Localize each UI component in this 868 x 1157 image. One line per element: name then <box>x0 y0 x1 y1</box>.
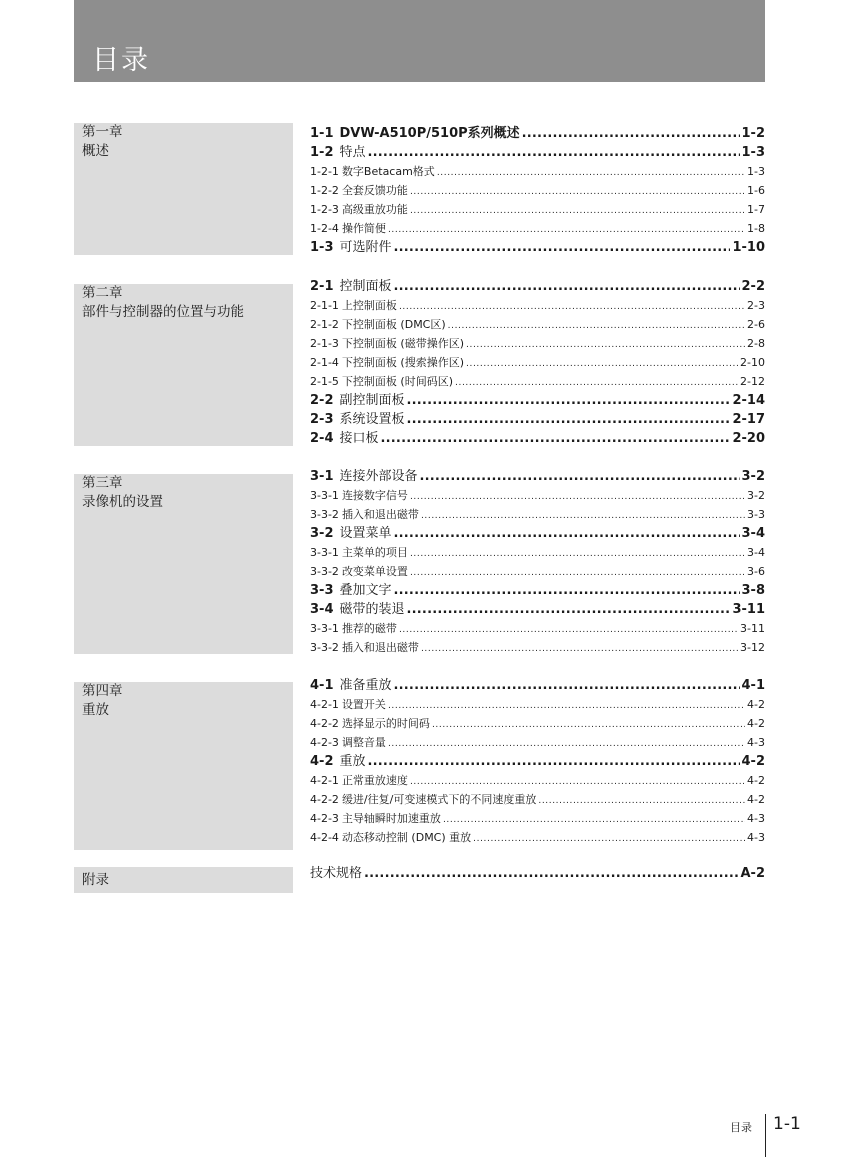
toc-entry-number: 2-1-2 <box>310 318 339 331</box>
toc-entry-title <box>310 372 453 391</box>
toc-entry-number: 1-2-3 <box>310 203 339 216</box>
toc-leader-dots <box>394 524 740 543</box>
toc-entry-text: 接口板 <box>339 431 379 446</box>
toc-entry-title <box>310 315 446 334</box>
toc-subsection-entry[interactable] <box>310 296 765 315</box>
toc-leader-dots <box>466 336 745 353</box>
toc-leader-dots <box>388 697 745 714</box>
toc-entry-number: 3-2 <box>310 526 334 541</box>
toc-entry-title <box>310 864 362 883</box>
chapter-name: 重放 <box>82 702 109 718</box>
toc-entry-title <box>310 676 392 695</box>
toc-entry-number: 2-1-5 <box>310 375 339 388</box>
toc-entry-title <box>310 733 386 752</box>
toc-subsection-entry[interactable] <box>310 733 765 752</box>
toc-leader-dots <box>394 676 740 695</box>
toc-leader-dots <box>421 507 745 524</box>
toc-leader-dots <box>407 600 731 619</box>
chapter-box-4 <box>74 682 293 850</box>
toc-subsection-entry[interactable] <box>310 695 765 714</box>
toc-entry-text: 特点 <box>339 145 366 160</box>
toc-section-entry[interactable] <box>310 238 765 257</box>
toc-section-entry[interactable] <box>310 277 765 296</box>
toc-page-number: 1-8 <box>747 222 765 235</box>
toc-entry-title <box>310 828 471 847</box>
toc-section-entry[interactable] <box>310 143 765 162</box>
chapter-box-1 <box>74 123 293 255</box>
toc-leader-dots <box>364 864 738 883</box>
toc-entry-text: 缓进/往复/可变速模式下的不同速度重放 <box>341 793 537 806</box>
toc-entry-text: 主导轴瞬时加速重放 <box>341 812 441 825</box>
toc-entry-number: 4-2-3 <box>310 736 339 749</box>
toc-page-number: 4-3 <box>747 736 765 749</box>
toc-entry-text: 下控制面板 (搜索操作区) <box>341 356 465 369</box>
toc-subsection-entry[interactable] <box>310 638 765 657</box>
toc-section-entry[interactable] <box>310 524 765 543</box>
toc-entry-title <box>310 505 419 524</box>
toc-leader-dots <box>421 640 738 657</box>
toc-entry-title <box>310 162 435 181</box>
toc-entry-number: 3-4 <box>310 602 334 617</box>
toc-entry-title <box>310 771 408 790</box>
toc-page-number: 3-2 <box>747 489 765 502</box>
toc-entry-number: 3-3-2 <box>310 641 339 654</box>
toc-entry-title <box>310 181 408 200</box>
chapter-box-appendix <box>74 867 293 893</box>
toc-entry-title <box>310 124 520 143</box>
toc-entry-title <box>310 334 464 353</box>
chapter-name: 部件与控制器的位置与功能 <box>82 304 244 320</box>
footer-divider <box>765 1114 766 1157</box>
toc-page-number: 2-8 <box>747 337 765 350</box>
toc-entry-number: 2-3 <box>310 412 334 427</box>
chapter-name: 概述 <box>82 143 109 159</box>
toc-entry-text: 插入和退出磁带 <box>341 508 419 521</box>
footer-page-number: 1-1 <box>773 1114 801 1134</box>
toc-entry-number: 3-3-2 <box>310 508 339 521</box>
toc-entry-number: 1-3 <box>310 240 334 255</box>
toc-subsection-entry[interactable] <box>310 200 765 219</box>
toc-entry-title <box>310 467 418 486</box>
toc-entry-title <box>310 429 379 448</box>
toc-leader-dots <box>410 773 745 790</box>
toc-page-number: 2-14 <box>732 393 765 408</box>
toc-entry-title <box>310 238 392 257</box>
toc-entry-number: 3-3-1 <box>310 546 339 559</box>
chapter-box-3 <box>74 474 293 654</box>
toc-page-number: 3-4 <box>741 526 765 541</box>
toc-entry-number: 1-2-4 <box>310 222 339 235</box>
toc-page-number: 4-3 <box>747 812 765 825</box>
toc-subsection-entry[interactable] <box>310 353 765 372</box>
toc-entry-text: 下控制面板 (时间码区) <box>341 375 454 388</box>
toc-subsection-entry[interactable] <box>310 771 765 790</box>
toc-page-number: 3-12 <box>740 641 765 654</box>
toc-page-number: 2-3 <box>747 299 765 312</box>
toc-entry-title <box>310 391 405 410</box>
toc-leader-dots <box>432 716 745 733</box>
toc-leader-dots <box>394 581 740 600</box>
toc-subsection-entry[interactable] <box>310 372 765 391</box>
toc-chapter-2 <box>310 277 765 448</box>
toc-section-entry[interactable] <box>310 410 765 429</box>
toc-subsection-entry[interactable] <box>310 181 765 200</box>
toc-appendix <box>310 864 765 883</box>
toc-subsection-entry[interactable] <box>310 543 765 562</box>
toc-page-number: 1-3 <box>741 145 765 160</box>
toc-leader-dots <box>443 811 745 828</box>
toc-subsection-entry[interactable] <box>310 162 765 181</box>
toc-entry-number: 4-1 <box>310 678 334 693</box>
toc-subsection-entry[interactable] <box>310 505 765 524</box>
toc-entry-text: 磁带的装退 <box>339 602 405 617</box>
toc-leader-dots <box>407 391 731 410</box>
toc-entry-number: 4-2 <box>310 754 334 769</box>
toc-chapter-3 <box>310 467 765 657</box>
toc-entry-text: 连接外部设备 <box>339 469 418 484</box>
toc-entry-text: 控制面板 <box>339 279 392 294</box>
toc-page-number: 3-6 <box>747 565 765 578</box>
toc-entry-title <box>310 543 408 562</box>
toc-section-entry[interactable] <box>310 752 765 771</box>
toc-leader-dots <box>420 467 740 486</box>
toc-subsection-entry[interactable] <box>310 828 765 847</box>
toc-page-number: 1-6 <box>747 184 765 197</box>
toc-section-entry[interactable] <box>310 581 765 600</box>
toc-leader-dots <box>388 735 745 752</box>
toc-entry-number: 3-3-2 <box>310 565 339 578</box>
toc-entry-title <box>310 219 386 238</box>
toc-subsection-entry[interactable] <box>310 619 765 638</box>
chapter-label: 附录 <box>82 872 109 888</box>
toc-section-entry[interactable] <box>310 864 765 883</box>
toc-page-number: 2-6 <box>747 318 765 331</box>
toc-entry-title <box>310 353 464 372</box>
toc-entry-text: 正常重放速度 <box>341 774 408 787</box>
toc-page-number: 3-8 <box>741 583 765 598</box>
toc-leader-dots <box>410 564 745 581</box>
toc-entry-text: 高级重放功能 <box>341 203 408 216</box>
toc-entry-title <box>310 486 408 505</box>
toc-section-entry[interactable] <box>310 467 765 486</box>
toc-entry-number: 1-1 <box>310 126 334 141</box>
toc-section-entry[interactable] <box>310 429 765 448</box>
toc-subsection-entry[interactable] <box>310 562 765 581</box>
toc-entry-text: 准备重放 <box>339 678 392 693</box>
toc-entry-text: 叠加文字 <box>339 583 392 598</box>
toc-leader-dots <box>466 355 738 372</box>
toc-leader-dots <box>410 488 745 505</box>
toc-chapter-1 <box>310 124 765 257</box>
toc-page-number: 1-2 <box>741 126 765 141</box>
toc-entry-text: 系统设置板 <box>339 412 405 427</box>
toc-entry-text: 可选附件 <box>339 240 392 255</box>
toc-leader-dots <box>381 429 731 448</box>
toc-subsection-entry[interactable] <box>310 315 765 334</box>
page-header <box>74 0 765 82</box>
toc-leader-dots <box>399 621 738 638</box>
toc-section-entry[interactable] <box>310 391 765 410</box>
toc-entry-text: 数字Betacam格式 <box>341 165 435 178</box>
toc-entry-text: 选择显示的时间码 <box>341 717 430 730</box>
toc-entry-text: 连接数字信号 <box>341 489 408 502</box>
toc-entry-title <box>310 790 536 809</box>
toc-page-number: 2-12 <box>740 375 765 388</box>
toc-leader-dots <box>473 830 745 847</box>
toc-entry-number: 2-1-4 <box>310 356 339 369</box>
toc-entry-number: 2-1 <box>310 279 334 294</box>
toc-entry-title <box>310 524 392 543</box>
toc-entry-title <box>310 714 430 733</box>
toc-page-number: 4-3 <box>747 831 765 844</box>
toc-leader-dots <box>388 221 745 238</box>
toc-entry-text: 改变菜单设置 <box>341 565 408 578</box>
toc-entry-text: 全套反馈功能 <box>341 184 408 197</box>
toc-entry-number: 4-2-2 <box>310 793 339 806</box>
toc-entry-text: 设置开关 <box>341 698 386 711</box>
toc-entry-number: 1-2-2 <box>310 184 339 197</box>
toc-page-number: 1-3 <box>747 165 765 178</box>
toc-entry-title <box>310 562 408 581</box>
toc-entry-title <box>310 600 405 619</box>
toc-entry-title <box>310 619 397 638</box>
toc-entry-title <box>310 809 441 828</box>
toc-section-entry[interactable] <box>310 676 765 695</box>
toc-entry-number: 3-3 <box>310 583 334 598</box>
toc-page-number: 4-2 <box>747 698 765 711</box>
toc-entry-text: 副控制面板 <box>339 393 405 408</box>
toc-leader-dots <box>410 202 745 219</box>
toc-page-number: 4-2 <box>747 793 765 806</box>
toc-leader-dots <box>368 752 740 771</box>
toc-section-entry[interactable] <box>310 124 765 143</box>
toc-entry-text: 下控制面板 (磁带操作区) <box>341 337 465 350</box>
toc-leader-dots <box>394 277 740 296</box>
toc-entry-text: 动态移动控制 (DMC) 重放 <box>341 831 472 844</box>
toc-page-number: 2-10 <box>740 356 765 369</box>
chapter-label: 第二章 <box>82 285 123 301</box>
toc-entry-title <box>310 638 419 657</box>
toc-page-number: 3-2 <box>741 469 765 484</box>
page-title: 目录 <box>92 45 150 76</box>
toc-entry-number: 4-2-2 <box>310 717 339 730</box>
toc-page-number: 3-4 <box>747 546 765 559</box>
toc-entry-number: 3-3-1 <box>310 622 339 635</box>
toc-leader-dots <box>455 374 738 391</box>
toc-entry-text: 设置菜单 <box>339 526 392 541</box>
footer-section-label: 目录 <box>730 1121 752 1134</box>
toc-entry-text: 插入和退出磁带 <box>341 641 419 654</box>
toc-entry-number: 4-2-1 <box>310 698 339 711</box>
toc-entry-text: 下控制面板 (DMC区) <box>341 318 446 331</box>
toc-leader-dots <box>399 298 745 315</box>
toc-entry-title <box>310 277 392 296</box>
toc-subsection-entry[interactable] <box>310 219 765 238</box>
toc-subsection-entry[interactable] <box>310 809 765 828</box>
toc-page-number: 2-20 <box>732 431 765 446</box>
toc-entry-number: 4-2-3 <box>310 812 339 825</box>
toc-leader-dots <box>522 124 740 143</box>
toc-subsection-entry[interactable] <box>310 486 765 505</box>
chapter-label: 第三章 <box>82 475 123 491</box>
toc-entry-title <box>310 296 397 315</box>
toc-entry-text: 重放 <box>339 754 366 769</box>
toc-entry-text: 上控制面板 <box>341 299 397 312</box>
toc-entry-title <box>310 752 366 771</box>
toc-page-number: 3-11 <box>740 622 765 635</box>
toc-page-number: 2-17 <box>732 412 765 427</box>
toc-page-number: 2-2 <box>741 279 765 294</box>
toc-entry-text: DVW-A510P/510P系列概述 <box>339 126 520 141</box>
toc-entry-text: 技术规格 <box>310 866 363 881</box>
toc-page-number: 3-3 <box>747 508 765 521</box>
toc-page-number: 4-2 <box>741 754 765 769</box>
toc-entry-number: 2-4 <box>310 431 334 446</box>
toc-page-number: 4-2 <box>747 717 765 730</box>
toc-entry-title <box>310 410 405 429</box>
toc-page-number: 1-10 <box>732 240 765 255</box>
toc-entry-number: 1-2-1 <box>310 165 339 178</box>
toc-leader-dots <box>407 410 731 429</box>
toc-entry-text: 推荐的磁带 <box>341 622 397 635</box>
toc-entry-title <box>310 143 366 162</box>
toc-subsection-entry[interactable] <box>310 334 765 353</box>
toc-entry-number: 3-1 <box>310 469 334 484</box>
toc-entry-number: 2-1-3 <box>310 337 339 350</box>
toc-entry-number: 4-2-4 <box>310 831 339 844</box>
toc-page-number: 1-7 <box>747 203 765 216</box>
toc-leader-dots <box>368 143 740 162</box>
toc-leader-dots <box>410 183 745 200</box>
toc-page-number: 4-2 <box>747 774 765 787</box>
toc-subsection-entry[interactable] <box>310 790 765 809</box>
chapter-label: 第四章 <box>82 683 123 699</box>
toc-entry-title <box>310 200 408 219</box>
toc-section-entry[interactable] <box>310 600 765 619</box>
toc-page-number: 3-11 <box>732 602 765 617</box>
toc-entry-number: 4-2-1 <box>310 774 339 787</box>
toc-page-number: 4-1 <box>741 678 765 693</box>
toc-entry-title <box>310 695 386 714</box>
toc-leader-dots <box>538 792 745 809</box>
toc-leader-dots <box>410 545 745 562</box>
chapter-box-2 <box>74 284 293 446</box>
toc-chapter-4 <box>310 676 765 847</box>
chapter-label: 第一章 <box>82 124 123 140</box>
toc-leader-dots <box>448 317 745 334</box>
toc-entry-number: 3-3-1 <box>310 489 339 502</box>
toc-leader-dots <box>394 238 731 257</box>
toc-entry-text: 操作简便 <box>341 222 386 235</box>
toc-entry-title <box>310 581 392 600</box>
toc-entry-number: 2-2 <box>310 393 334 408</box>
chapter-name: 录像机的设置 <box>82 494 163 510</box>
toc-leader-dots <box>437 164 745 181</box>
toc-page-number: A-2 <box>740 866 765 881</box>
toc-entry-text: 调整音量 <box>341 736 386 749</box>
toc-entry-number: 1-2 <box>310 145 334 160</box>
toc-subsection-entry[interactable] <box>310 714 765 733</box>
toc-entry-text: 主菜单的项目 <box>341 546 408 559</box>
toc-entry-number: 2-1-1 <box>310 299 339 312</box>
